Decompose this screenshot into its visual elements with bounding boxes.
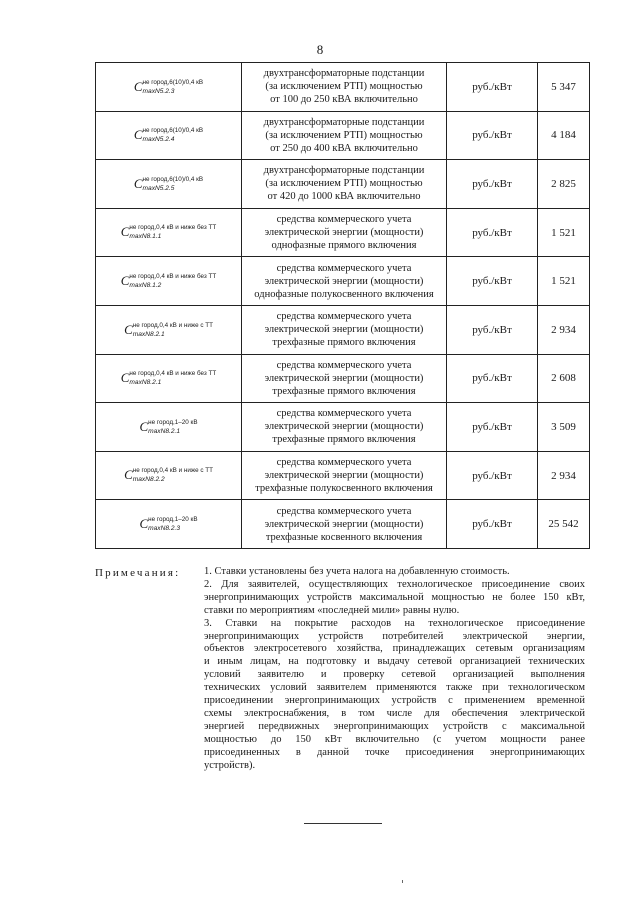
rate-description-line: трехфазные прямого включения	[272, 385, 416, 397]
rate-description-line: трехфазные полукосвенного включения	[255, 483, 433, 495]
table-row	[96, 403, 590, 452]
rate-symbol-subscript: maxN8.2.1	[129, 379, 162, 387]
rate-description-line: двухтрансформаторные подстанции	[263, 116, 425, 128]
rate-symbol-subscript: maxN8.1.1	[129, 233, 162, 241]
table-row	[96, 111, 590, 160]
rate-symbol-main: C	[133, 78, 143, 94]
rate-unit: руб./кВт	[447, 500, 538, 549]
rate-symbol-subscript: maxN8.2.1	[132, 330, 165, 338]
rate-symbol-subscript: maxN5.2.4	[142, 136, 175, 144]
note-line: мощностью до 150 кВт включительно (с учетом мощности ранее	[204, 733, 585, 745]
rate-description-line: двухтрансформаторные подстанции	[263, 165, 425, 177]
note-line: 2. Для заявителей, осуществляющих технологическое присоединение своих	[204, 578, 585, 590]
note-item	[204, 566, 585, 579]
rate-description-line: от 420 до 1000 кВА включительно	[267, 191, 421, 203]
rate-symbol-main: C	[120, 273, 130, 289]
rate-symbol-cell	[96, 111, 242, 160]
table-row	[96, 257, 590, 306]
rate-symbol-subscript: maxN8.2.3	[148, 525, 181, 533]
rate-description-cell	[242, 500, 447, 549]
rate-symbol-subscript: maxN8.2.2	[132, 476, 165, 484]
rate-unit: руб./кВт	[447, 403, 538, 452]
rate-value: 1 521	[538, 257, 590, 306]
rate-symbol-main: C	[124, 321, 133, 337]
rate-symbol-cell	[96, 257, 242, 306]
rate-symbol-cell	[96, 305, 242, 354]
rate-value: 3 509	[538, 403, 590, 452]
rate-description-line: трехфазные прямого включения	[272, 337, 416, 349]
note-line: ставки по мероприятиям «последней мили» равны нулю.	[204, 604, 460, 616]
rate-description-cell	[242, 403, 447, 452]
rate-description-line: электрической энергии (мощности)	[264, 324, 424, 336]
rate-symbol-main: C	[133, 176, 143, 192]
note-item	[204, 618, 585, 773]
rate-description-cell	[242, 111, 447, 160]
rate-symbol-main: C	[124, 467, 133, 483]
rate-symbol-cell	[96, 451, 242, 500]
table-row	[96, 208, 590, 257]
note-line: и иным лицам, на подготовку и выдачу сетевой организацией технических	[204, 656, 585, 668]
rate-description-line: электрической энергии (мощности)	[264, 470, 424, 482]
note-line: присоединенных в данной точке присоединения энергопринимающих	[204, 746, 585, 758]
rate-description-cell	[242, 451, 447, 500]
rate-description-line: двухтрансформаторные подстанции	[263, 68, 425, 80]
rate-value: 2 825	[538, 160, 590, 209]
rate-symbol-superscript: не город,6(10)/0,4 кВ	[142, 175, 204, 183]
rate-unit: руб./кВт	[447, 160, 538, 209]
rate-description-line: трехфазные прямого включения	[272, 434, 416, 446]
rate-description-line: электрической энергии (мощности)	[264, 372, 424, 384]
table-row	[96, 160, 590, 209]
rate-unit: руб./кВт	[447, 354, 538, 403]
rate-symbol-superscript: не город,1–20 кВ	[148, 418, 198, 426]
rate-value: 4 184	[538, 111, 590, 160]
rate-unit: руб./кВт	[447, 451, 538, 500]
rate-symbol-main: C	[139, 516, 149, 532]
page-number: 8	[316, 42, 324, 57]
rate-symbol-subscript: maxN5.2.5	[142, 184, 175, 192]
rate-symbol	[139, 418, 197, 436]
note-line: условий заявителю и проверку сетевой организацией выполнения	[204, 669, 585, 681]
rate-unit: руб./кВт	[447, 111, 538, 160]
note-line: устройств).	[204, 759, 256, 771]
note-item	[204, 579, 585, 618]
rate-symbol	[124, 321, 213, 339]
rate-symbol-subscript: maxN8.1.2	[129, 282, 162, 290]
notes-label: Примечания:	[95, 567, 181, 579]
rate-unit: руб./кВт	[447, 305, 538, 354]
rate-description-line: средства коммерческого учета	[276, 408, 412, 420]
rate-description-line: (за исключением РТП) мощностью	[265, 178, 423, 190]
rate-symbol-cell	[96, 354, 242, 403]
rates-table	[95, 62, 590, 549]
rate-symbol	[121, 369, 217, 387]
note-line: присоединении энергопринимающих устройств с применением временной	[204, 695, 585, 707]
rate-symbol-main: C	[133, 127, 143, 143]
rate-description-line: электрической энергии (мощности)	[264, 421, 424, 433]
note-line: энергопринимающих устройств потребителей электрической энергии,	[204, 630, 585, 642]
rate-description-line: средства коммерческого учета	[276, 457, 412, 469]
rate-symbol-main: C	[120, 370, 130, 386]
rate-value: 5 347	[538, 63, 590, 112]
rate-description-line: средства коммерческого учета	[276, 359, 412, 371]
rate-description-line: (за исключением РТП) мощностью	[265, 129, 423, 141]
rate-symbol	[134, 78, 203, 96]
rate-description-cell	[242, 63, 447, 112]
rate-value: 2 934	[538, 305, 590, 354]
rate-description-line: (за исключением РТП) мощностью	[265, 81, 423, 93]
rate-symbol	[139, 515, 197, 533]
rates-table-body	[96, 63, 590, 549]
note-line: 1. Ставки установлены без учета налога на добавленную стоимость.	[204, 566, 510, 577]
rate-symbol	[124, 466, 213, 484]
rate-symbol	[121, 223, 217, 241]
rate-description-line: электрической энергии (мощности)	[264, 227, 424, 239]
table-row	[96, 63, 590, 112]
rate-symbol-cell	[96, 208, 242, 257]
note-line: энергией передвижных энергопринимающих устройств с максимальной	[204, 720, 585, 732]
closing-rule	[304, 823, 382, 824]
note-line: энергопринимающих устройств максимальной мощностью не более 150 кВт,	[204, 591, 585, 603]
rate-symbol-cell	[96, 63, 242, 112]
rate-description-line: однофазные полукосвенного включения	[254, 288, 434, 300]
rate-description-line: средства коммерческого учета	[276, 214, 412, 226]
note-line: объектов электросетевого хозяйства, принадлежащих сетевым организациям	[204, 643, 585, 655]
rate-symbol-superscript: не город,0,4 кВ и ниже без ТТ	[129, 370, 217, 378]
rate-symbol-cell	[96, 403, 242, 452]
notes-list	[204, 566, 585, 773]
rate-value: 25 542	[538, 500, 590, 549]
rate-symbol-superscript: не город,1–20 кВ	[148, 516, 198, 524]
rate-description-cell	[242, 257, 447, 306]
table-row	[96, 305, 590, 354]
rate-symbol-cell	[96, 500, 242, 549]
rate-description-line: электрической энергии (мощности)	[264, 275, 424, 287]
rate-value: 2 608	[538, 354, 590, 403]
rate-description-cell	[242, 354, 447, 403]
rate-symbol-superscript: не город,6(10)/0,4 кВ	[142, 78, 204, 86]
rate-unit: руб./кВт	[447, 63, 538, 112]
rate-symbol-superscript: не город,0,4 кВ и ниже без ТТ	[129, 273, 217, 281]
rate-description-line: трехфазные косвенного включения	[265, 531, 423, 543]
rate-description-line: средства коммерческого учета	[276, 505, 412, 517]
rate-description-cell	[242, 305, 447, 354]
rate-symbol-main: C	[139, 419, 149, 435]
rate-symbol	[134, 126, 203, 144]
rate-symbol	[134, 175, 203, 193]
note-line: схемы электроснабжения, в том числе для обеспечения электрической	[204, 707, 585, 719]
note-line: 3. Ставки на покрытие расходов на технологическое присоединение	[204, 617, 585, 629]
rate-symbol-subscript: maxN5.2.3	[142, 87, 175, 95]
rate-symbol-main: C	[120, 224, 130, 240]
rate-symbol-superscript: не город,0,4 кВ и ниже с ТТ	[132, 467, 213, 475]
table-row	[96, 451, 590, 500]
note-line: технических условий заявителем применяются также при технологическом	[204, 682, 585, 694]
rate-unit: руб./кВт	[447, 208, 538, 257]
rate-description-line: однофазные прямого включения	[271, 240, 417, 252]
rate-description-line: электрической энергии (мощности)	[264, 518, 424, 530]
rate-value: 2 934	[538, 451, 590, 500]
rate-symbol-superscript: не город,6(10)/0,4 кВ	[142, 127, 204, 135]
rate-description-cell	[242, 208, 447, 257]
rate-description-line: средства коммерческого учета	[276, 262, 412, 274]
rate-description-line: от 250 до 400 кВА включительно	[270, 142, 418, 154]
scan-speck	[402, 880, 403, 883]
rate-symbol-cell	[96, 160, 242, 209]
rate-value: 1 521	[538, 208, 590, 257]
rate-description-cell	[242, 160, 447, 209]
rate-description-line: от 100 до 250 кВА включительно	[270, 94, 418, 106]
rate-symbol-subscript: maxN8.2.1	[148, 427, 181, 435]
rate-symbol-superscript: не город,0,4 кВ и ниже без ТТ	[129, 224, 217, 232]
table-row	[96, 354, 590, 403]
rate-description-line: средства коммерческого учета	[276, 311, 412, 323]
table-row	[96, 500, 590, 549]
rate-symbol	[121, 272, 217, 290]
rate-unit: руб./кВт	[447, 257, 538, 306]
rate-symbol-superscript: не город,0,4 кВ и ниже с ТТ	[132, 321, 213, 329]
